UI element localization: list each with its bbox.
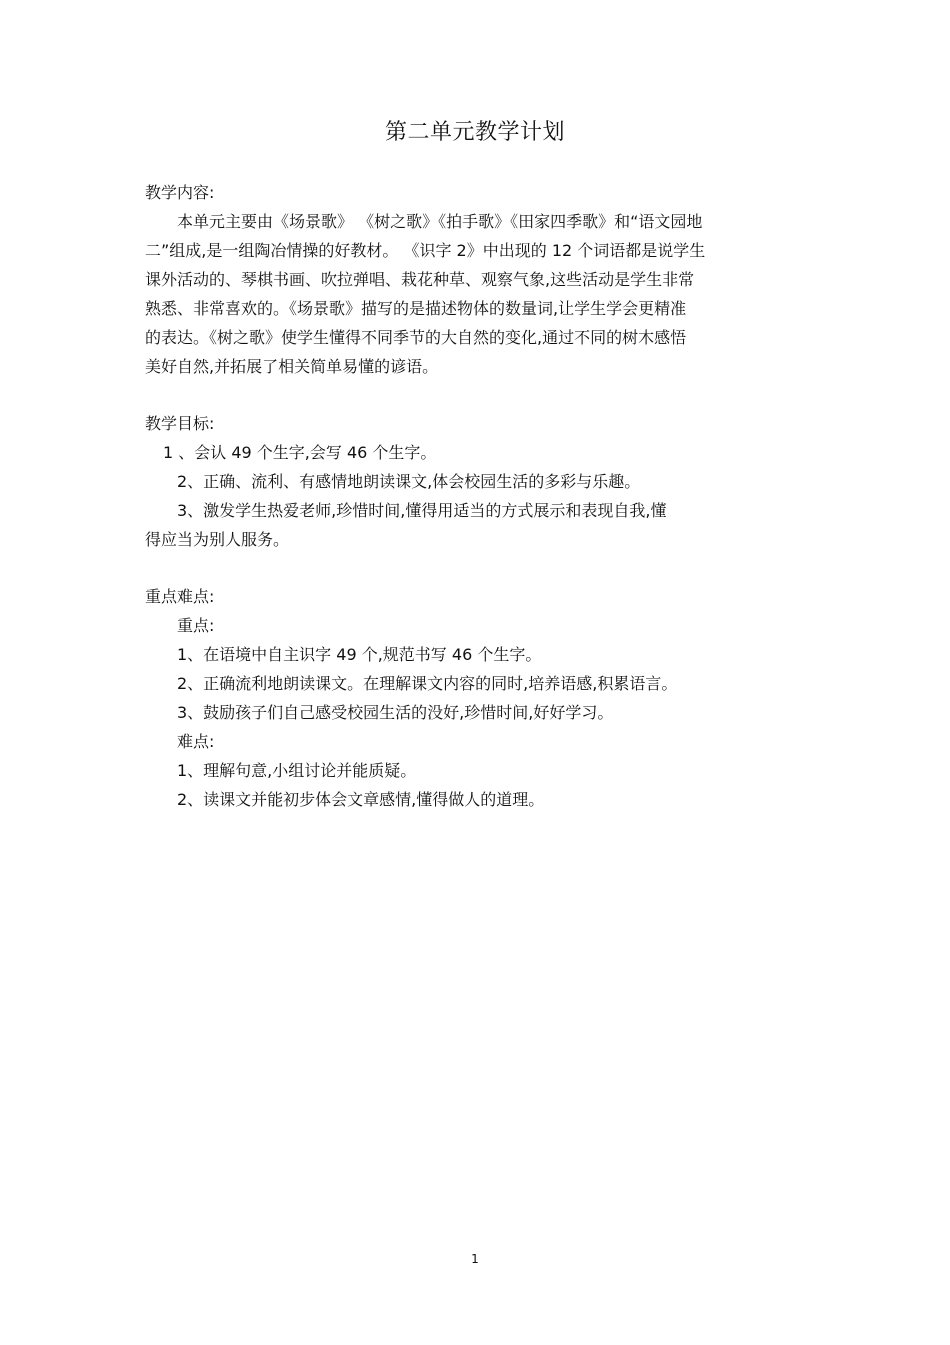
difficult-item: 2、读课文并能初步体会文章感情,懂得做人的道理。 xyxy=(177,790,545,809)
document-body xyxy=(145,178,785,814)
section-spacer xyxy=(145,381,785,409)
objective-item: 3、激发学生热爱老师,珍惜时间,懂得用适当的方式展示和表现自我,懂 xyxy=(177,501,667,520)
section-heading-content: 教学内容: xyxy=(145,183,215,202)
key-item: 1、在语境中自主识字 49 个,规范书写 46 个生字。 xyxy=(177,645,542,664)
objective-item: 1 、会认 49 个生字,会写 46 个生字。 xyxy=(163,443,437,462)
content-paragraph-line: 的表达。《树之歌》使学生懂得不同季节的大自然的变化,通过不同的树木感悟 xyxy=(145,328,687,347)
content-paragraph-line: 本单元主要由《场景歌》 《树之歌》《拍手歌》《田家四季歌》和“语文园地 xyxy=(177,212,703,231)
page-number: 1 xyxy=(471,1252,479,1266)
section-heading-objectives: 教学目标: xyxy=(145,414,215,433)
content-paragraph-line: 美好自然,并拓展了相关简单易懂的谚语。 xyxy=(145,357,439,376)
content-paragraph-line: 熟悉、非常喜欢的。《场景歌》描写的是描述物体的数量词,让学生学会更精准 xyxy=(145,299,687,318)
document-title: 第二单元教学计划 xyxy=(384,120,565,145)
difficult-item: 1、理解句意,小组讨论并能质疑。 xyxy=(177,761,417,780)
content-paragraph-line: 二”组成,是一组陶冶情操的好教材。 《识字 2》中出现的 12 个词语都是说学生 xyxy=(145,241,706,260)
objective-item: 2、正确、流利、有感情地朗读课文,体会校园生活的多彩与乐趣。 xyxy=(177,472,641,491)
key-item: 2、正确流利地朗读课文。在理解课文内容的同时,培养语感,积累语言。 xyxy=(177,674,678,693)
content-paragraph-line: 课外活动的、琴棋书画、吹拉弹唱、栽花种草、观察气象,这些活动是学生非常 xyxy=(145,270,695,289)
difficult-label: 难点: xyxy=(177,732,215,751)
section-heading-key-points: 重点难点: xyxy=(145,587,215,606)
key-item: 3、鼓励孩子们自己感受校园生活的没好,珍惜时间,好好学习。 xyxy=(177,703,614,722)
section-spacer xyxy=(145,554,785,582)
objective-item-continuation: 得应当为别人服务。 xyxy=(145,530,290,549)
key-label: 重点: xyxy=(177,616,215,635)
